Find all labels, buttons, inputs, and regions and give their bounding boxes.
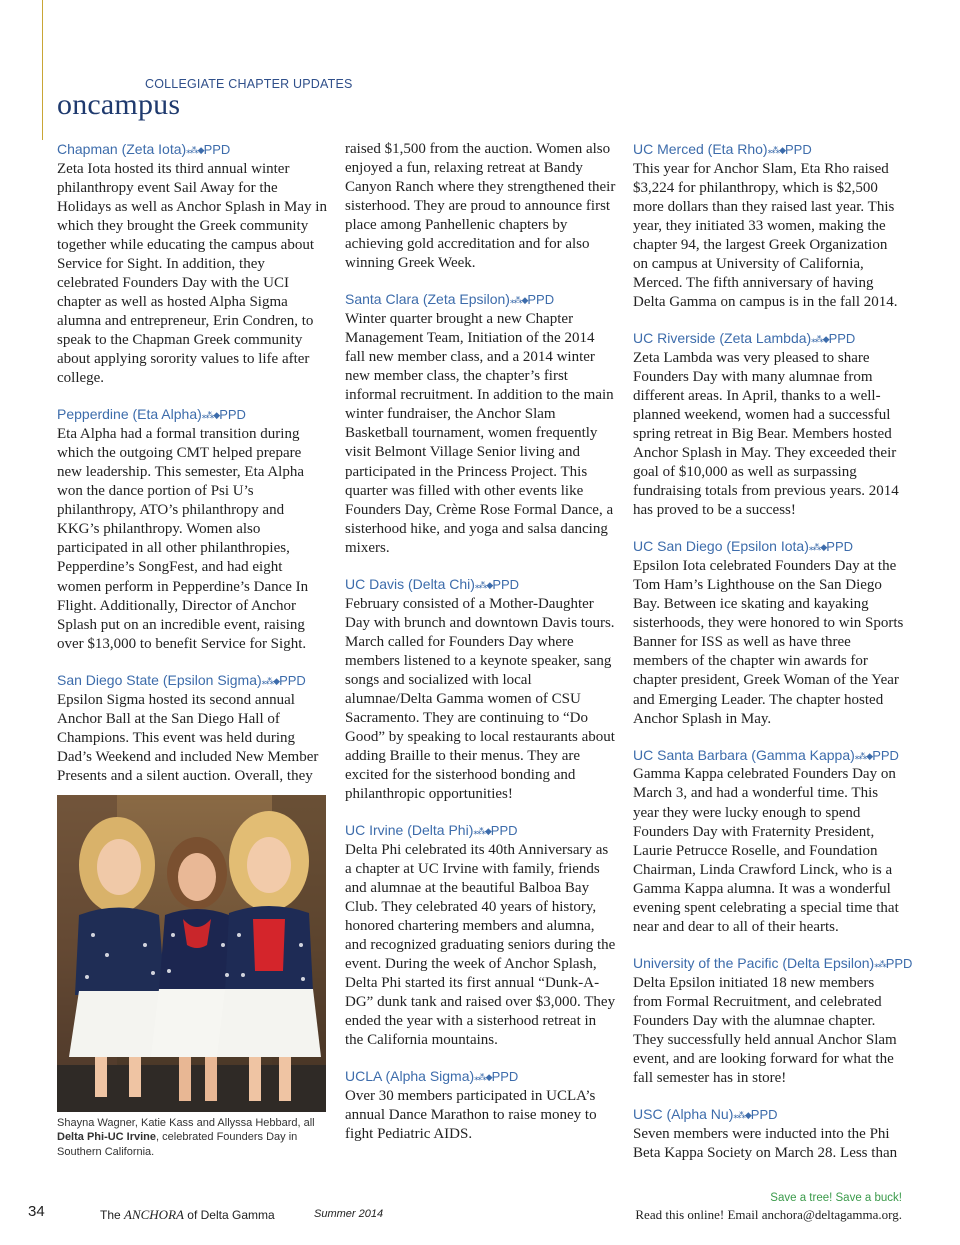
stars-icon: ⁎⁂	[201, 410, 214, 421]
ppd-tag: PPD	[826, 539, 854, 555]
article-heading: UC Merced (Eta Rho)⁎⁂◆PPD	[633, 141, 812, 157]
article-body: Epsilon Iota celebrated Founders Day at the Tom Ham’s Lighthouse on the San Diego Bay. Between ice skating and kayaking sisterhoods, they were honored to win Sports Banner for ISS as well as have three members of the chapter win awards for chapter president, Greek Woman of the Year and Emerging Leader. The chapter hosted Anchor Splash in May.	[633, 558, 904, 727]
article-santa-clara	[345, 290, 617, 557]
article-body: Delta Phi celebrated its 40th Anniversary as a chapter at UC Irvine with family, friends and alumnae at the beautiful Balboa Bay Club. They celebrated 40 years of history, honored chartering members and alumna, and recognized graduating seniors during the event. During the week of Anchor Splash, Delta Phi started its first annual “Dunk-A-DG” dunk tank and raised over $3,000. They ended the year with a sisterhood retreat in the California mountains.	[345, 841, 616, 1049]
article-heading: UC Davis (Delta Chi)⁎⁂◆PPD	[345, 575, 520, 592]
article-body: February consisted of a Mother-Daughter Day with brunch and downtown Davis tours. March called for Founders Day where members listened to a keynote speaker, sang songs and socialized with local alumnae/Delta Gamma women of CSU Sacramento. They are continuing to “Do Good” by speaking to local restaurants about adding Braille to their menus. They are excited for the sisterhood bonding and philanthropic opportunities!	[345, 595, 615, 802]
article-heading: Chapman (Zeta Iota)⁎⁂◆PPD	[57, 141, 231, 157]
column-1	[57, 140, 329, 803]
ppd-tag: PPD	[491, 1069, 519, 1085]
diamond-icon: ◆	[822, 333, 829, 344]
column-2	[345, 140, 617, 1161]
article-uc-riverside	[633, 329, 905, 520]
stars-icon: ⁎⁂	[474, 1072, 486, 1083]
article-heading: UC Irvine (Delta Phi)⁎⁂◆PPD	[345, 822, 518, 839]
stars-icon: ⁎⁂	[474, 579, 487, 590]
article-body: Zeta Lambda was very pleased to share Founders Day with many alumnae from different areas. In April, thanks to a well-planned weekend, women had a successful spring retreat in Big Bear. Members hosted Anchor Splash in May. They exceeded their goal of $10,000 as well as surpassing fundraising totals from previous years. 2014 has proved to be a success!	[633, 349, 899, 519]
save-tree-note: Save a tree! Save a buck!	[770, 1192, 902, 1204]
diamond-icon: ◆	[744, 1109, 751, 1120]
article-ucla	[345, 1067, 617, 1144]
publication-name: The ANCHORA of Delta Gamma	[100, 1207, 275, 1222]
stars-icon: ⁎⁂	[261, 675, 274, 686]
diamond-icon: ◆	[485, 1072, 492, 1083]
margin-rule	[42, 0, 43, 140]
ppd-tag: PPD	[750, 1106, 778, 1122]
ppd-tag: PPD	[527, 292, 555, 308]
article-pepperdine	[57, 405, 329, 653]
stars-icon: ⁎⁂	[874, 958, 886, 969]
diamond-icon: ◆	[213, 410, 220, 421]
article-uc-santa-barbara	[633, 746, 905, 937]
article-body: Delta Epsilon initiated 18 new members from Formal Recruitment, and celebrated Founders Day with the alumnae chapter. They successfully held annual Anchor Slam event, and are looking forward for what the fall semester has in store!	[633, 974, 897, 1086]
article-uc-san-diego	[633, 537, 905, 728]
article-body: Winter quarter brought a new Chapter Management Team, Initiation of the 2014 fall new member class, and a 2014 winter new member class, the chapter’s first informal recruitment. In addition to the main winter fundraiser, the Anchor Slam Basketball tournament, women frequently visit Belmont Village Senior living and participated in the Princess Project. This quarter was filled with other events like Founders Day, Crème Rose Formal Dance, a sisterhood hike, and yoga and salsa dancing mixers.	[345, 311, 614, 556]
stars-icon: ⁎⁂	[854, 750, 867, 761]
ppd-tag: PPD	[828, 331, 856, 347]
stars-icon: ⁎⁂	[808, 542, 821, 553]
ppd-tag: PPD	[872, 747, 899, 763]
stars-icon: ⁎⁂	[767, 144, 780, 155]
article-continued: raised $1,500 from the auction. Women also enjoyed a fun, relaxing retreat at Bandy Canyon Ranch where they strengthened their sisterhood. They are proud to announce first place among Panhellenic chapters by achieving gold accreditation and for also winning Greek Week.	[345, 141, 616, 272]
ppd-tag: PPD	[492, 576, 520, 592]
article-heading: UC Riverside (Zeta Lambda)⁎⁂◆PPD	[633, 330, 856, 347]
diamond-icon: ◆	[820, 542, 827, 553]
stars-icon: ⁎⁂	[733, 1109, 745, 1120]
diamond-icon: ◆	[486, 579, 493, 590]
article-heading: University of the Pacific (Delta Epsilon)⁎⁂PPD	[633, 954, 913, 971]
article-chapman	[57, 140, 329, 388]
diamond-icon: ◆	[779, 144, 786, 155]
article-heading: San Diego State (Epsilon Sigma)⁎⁂◆PPD	[57, 671, 306, 688]
page-number: 34	[28, 1203, 45, 1220]
article-heading: UCLA (Alpha Sigma)⁎⁂◆PPD	[345, 1068, 519, 1085]
photo-caption: Shayna Wagner, Katie Kass and Allyssa Hebbard, all Delta Phi-UC Irvine, celebrated Founders Day in Southern California.	[57, 1117, 315, 1158]
issue-date: Summer 2014	[314, 1208, 384, 1220]
diamond-icon: ◆	[866, 750, 873, 761]
article-uc-merced	[633, 140, 905, 312]
stars-icon: ⁎⁂	[473, 825, 485, 836]
ppd-tag: PPD	[203, 142, 231, 157]
article-body: Zeta Iota hosted its third annual winter philanthropy event Sail Away for the Holidays as well as Anchor Splash in May in which they brought the Greek community together while educating the campus about Service for Sight. In addition, they celebrated Founders Day with the UCI chapter as well as hosted Alpha Sigma alumna and entrepreneur, Erin Condren, to speak to the Chapman Greek community about applying sorority values to life after college.	[57, 160, 327, 387]
diamond-icon: ◆	[197, 144, 204, 155]
caption-chapter: Delta Phi-UC Irvine	[57, 1131, 157, 1144]
article-heading: USC (Alpha Nu)⁎⁂◆PPD	[633, 1105, 778, 1122]
article-heading: UC San Diego (Epsilon Iota)⁎⁂◆PPD	[633, 538, 854, 555]
ppd-tag: PPD	[490, 823, 518, 839]
article-body: Seven members were inducted into the Phi Beta Kappa Society on March 28. Less than	[633, 1125, 898, 1161]
group-photo	[57, 795, 326, 1112]
article-body: Over 30 members participated in UCLA’s annual Dance Marathon to raise money to fight Pediatric AIDS.	[345, 1088, 597, 1143]
diamond-icon: ◆	[521, 295, 528, 306]
ppd-tag: PPD	[785, 142, 812, 157]
ppd-tag: PPD	[885, 955, 913, 971]
read-online-note: Read this online! Email anchora@deltagamma.org.	[635, 1207, 902, 1222]
column-3	[633, 140, 913, 1180]
stars-icon: ⁎⁂	[186, 144, 198, 155]
diamond-icon: ◆	[273, 675, 280, 686]
article-heading: UC Santa Barbara (Gamma Kappa)⁎⁂◆PPD	[633, 746, 899, 763]
article-body: This year for Anchor Slam, Eta Rho raised $3,224 for philanthropy, which is $2,500 more dollars than they raised last year. This year, they initiated 33 women, making the chapter 94, the largest Greek Organization on campus at University of California, Merced. The fifth anniversary of having Delta Gamma on campus is in the fall 2014.	[633, 160, 898, 311]
stars-icon: ⁎⁂	[509, 295, 522, 306]
article-uc-irvine	[345, 821, 617, 1050]
ppd-tag: PPD	[279, 672, 306, 688]
ppd-tag: PPD	[219, 407, 246, 423]
section-kicker: COLLEGIATE CHAPTER UPDATES	[145, 77, 353, 91]
page-title: oncampus	[57, 88, 181, 121]
article-university-of-the-pacific	[633, 954, 913, 1088]
article-heading: Pepperdine (Eta Alpha)⁎⁂◆PPD	[57, 406, 246, 423]
stars-icon: ⁎⁂	[811, 333, 823, 344]
article-body: Eta Alpha had a formal transition during which the outgoing CMT helped prepare new leadership. This semester, Eta Alpha won the dance portion of Psi U’s philanthropy, ATO’s philanthropy and KKG’s philanthropy. Women also participated in all other philanthropies, Pepperdine’s SongFest, and had eight women perform in Pepperdine’s Dance In Flight. Additionally, Director of Anchor Splash put on an incredible event, raising over $13,000 to benefit Service for Sight.	[57, 426, 309, 652]
article-body: Epsilon Sigma hosted its second annual Anchor Ball at the San Diego Hall of Champions. This event was held during Dad’s Weekend and included New Member Presents and a silent auction. Overall, they	[57, 691, 319, 784]
article-san-diego-state	[57, 671, 329, 786]
article-uc-davis	[345, 575, 617, 804]
article-body: Gamma Kappa celebrated Founders Day on March 3, and had a wonderful time. This year they were lucky enough to spend Founders Day with Fraternity President, Laurie Petrucce Roselle, and Foundation Chairman, Linda Crawford Linck, who is a Gamma Kappa alumna. It was a wonderful evening spent celebrating a special time that near and dear to all of their hearts.	[633, 766, 899, 935]
article-heading: Santa Clara (Zeta Epsilon)⁎⁂◆PPD	[345, 291, 555, 308]
diamond-icon: ◆	[484, 825, 491, 836]
article-usc	[633, 1105, 905, 1163]
